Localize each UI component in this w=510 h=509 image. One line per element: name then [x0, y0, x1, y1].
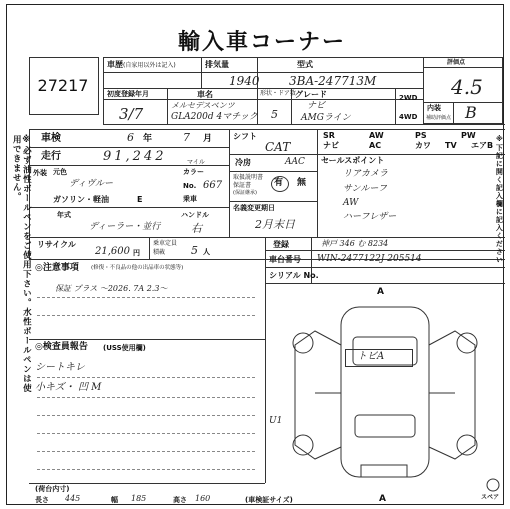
- footer-width-value: 185: [131, 494, 147, 503]
- inspection-year-unit: 年: [143, 134, 153, 144]
- mileage-unit: マイル: [187, 159, 205, 166]
- sales-point-2: サンルーフ: [343, 184, 387, 194]
- ac-value: AAC: [285, 157, 305, 167]
- warranty-label: 保証書: [233, 182, 252, 189]
- footer-height-label: 高さ: [173, 496, 187, 504]
- drive-2wd: 2WD: [399, 94, 418, 102]
- footer-note: (車検証サイズ): [245, 496, 293, 504]
- reg-value: 神戸 346 む 8234: [321, 239, 389, 248]
- color-no-label: No.: [183, 182, 197, 190]
- equip-ps: PS: [415, 131, 427, 140]
- footer-height-value: 160: [195, 494, 211, 503]
- model-year-label: 年式: [57, 211, 71, 219]
- capacity-value: 5: [191, 244, 198, 257]
- car-diagram: [267, 285, 503, 495]
- footer-width-label: 幅: [111, 496, 118, 504]
- handle-label: ハンドル: [181, 211, 209, 219]
- equip-aw: AW: [369, 131, 384, 140]
- first-reg-label: 初度登録年月: [107, 90, 149, 98]
- rating-value: 4.5: [451, 75, 483, 99]
- car-name-label: 車名: [197, 90, 213, 99]
- auction-sheet: [6, 4, 504, 505]
- handle-value: 右: [191, 222, 202, 235]
- ac-label: 冷房: [235, 158, 251, 167]
- capacity-label: 乗車定員: [153, 240, 178, 247]
- grade-label: グレード: [295, 90, 327, 99]
- sales-point-1: リアカメラ: [343, 169, 388, 179]
- interior-value: B: [465, 103, 477, 122]
- recycle-value: 21,600: [95, 246, 130, 257]
- diagram-side-mark: U1: [269, 416, 283, 426]
- equip-navi: ナビ: [323, 141, 339, 150]
- drive-4wd: 4WD: [399, 113, 418, 121]
- shift-label: シフト: [233, 132, 257, 141]
- inspection-month: 7: [183, 131, 190, 144]
- mileage-value: 91,242: [103, 149, 167, 164]
- drive-type: ディーラー・並行: [89, 222, 161, 232]
- manual-label: 取扱説明書: [233, 174, 264, 181]
- exterior-label: 外装: [33, 169, 47, 177]
- model-code-value: 3BA-247713M: [289, 74, 377, 88]
- doors-value: 5: [271, 108, 278, 121]
- warranty-sub: (保証継承): [233, 190, 257, 196]
- sales-point-4: ハーフレザー: [343, 212, 397, 222]
- inspection-year: 6: [127, 131, 134, 144]
- vin-label: 車台番号: [269, 255, 301, 264]
- inspector-sub: (USS使用欄): [103, 344, 146, 352]
- notes-sub: (修復・不良品の他の出品車の状態等): [91, 265, 184, 271]
- equip-leather: カワ: [415, 141, 431, 150]
- expiry-label: 名義変更期日: [233, 204, 275, 212]
- expiry-value: 2月末日: [255, 218, 295, 231]
- equipment-grid: [321, 130, 501, 152]
- footer-length-label: 長さ: [35, 496, 49, 504]
- seats-label: 乗車: [183, 195, 197, 203]
- rating-supplement-label: 補助評価点: [426, 115, 452, 121]
- car-name-value: メルセデスベンツ: [171, 101, 235, 110]
- serial-label: シリアル No.: [269, 271, 319, 280]
- grade-value-2: AMGライン: [301, 113, 351, 123]
- manual-yes: 有: [274, 178, 284, 188]
- original-color-label: 元色: [53, 168, 67, 176]
- recycle-label: リサイクル: [37, 240, 76, 249]
- color-no-value: 667: [203, 180, 223, 191]
- spare-label: スペア: [481, 494, 500, 501]
- original-color-value: ディヴルー: [69, 179, 114, 189]
- inspector-line-2: 小キズ・ 凹 M: [35, 382, 102, 393]
- inspector-line-1: シートキレ: [35, 362, 85, 373]
- equip-airbag: エアB: [471, 141, 494, 150]
- page-title: 輸入車コーナー: [177, 30, 346, 55]
- capacity-unit: 人: [203, 248, 210, 256]
- sales-point-3: AW: [343, 198, 359, 208]
- car-model-value: GLA200d 4マチック: [171, 112, 258, 122]
- lot-number: 27217: [37, 76, 89, 95]
- first-reg-value: 3/7: [119, 105, 144, 123]
- manual-no: 無: [297, 178, 307, 188]
- shift-value: CAT: [265, 140, 291, 154]
- rating-label: 評価点: [447, 59, 466, 66]
- load-label: 積載: [153, 249, 166, 256]
- equip-sr: SR: [323, 131, 335, 140]
- side-note-right: ※下記に開く記入欄に記入ください: [495, 135, 504, 264]
- equip-ac: AC: [369, 141, 382, 150]
- sales-points-label: セールスポイント: [321, 156, 385, 165]
- color-label: カラー: [183, 168, 204, 176]
- footer-length-value: 445: [65, 494, 81, 503]
- inspection-month-unit: 月: [203, 134, 213, 144]
- side-note-left: ※必ず油性ボールペンをご使用下さい。水性ボールペンは使用できません。: [11, 135, 32, 393]
- notes-label: ◎注意事項: [35, 263, 79, 273]
- inspection-label: 車検: [41, 133, 61, 144]
- cargo-label: (荷台内寸): [35, 485, 70, 493]
- history-note: (自家用以外は記入): [123, 62, 176, 69]
- grade-value-1: ナビ: [307, 101, 326, 111]
- reg-label: 登録: [273, 240, 289, 249]
- interior-label: 内装: [427, 104, 441, 112]
- diagram-note: トビA: [357, 351, 385, 362]
- diagram-letter-a-top: A: [377, 287, 384, 297]
- fuel-side: E: [137, 195, 143, 204]
- diagram-letter-a-bottom: A: [379, 494, 386, 504]
- equip-tv: TV: [445, 141, 457, 150]
- notes-line-1: 保証 プラス ～2026. 7A 2.3～: [55, 284, 168, 293]
- mileage-label: 走行: [41, 151, 61, 162]
- doors-label: 形状・ドア数: [260, 90, 296, 97]
- fuel-value: ガソリン・軽油: [53, 195, 109, 204]
- equip-pw: PW: [461, 131, 476, 140]
- history-label: 車歴: [107, 60, 123, 69]
- inspector-label: ◎検査員報告: [35, 342, 88, 352]
- recycle-unit: 円: [133, 249, 140, 257]
- displacement-label: 排気量: [205, 60, 229, 69]
- vin-value: WIN-2477122J 205514: [317, 254, 422, 264]
- model-label: 型式: [297, 60, 313, 69]
- displacement-value: 1940: [229, 74, 260, 88]
